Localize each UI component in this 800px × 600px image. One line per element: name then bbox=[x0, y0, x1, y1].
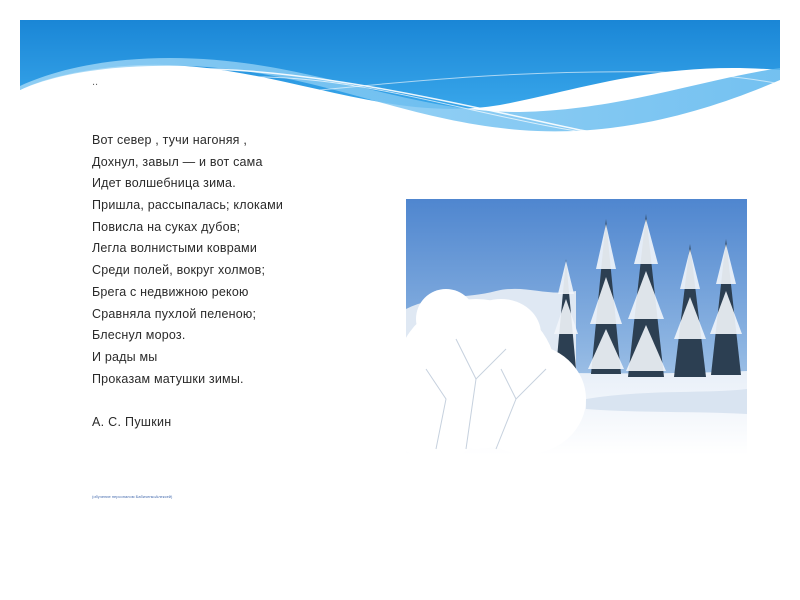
photo-watermark: www.photos.ru bbox=[721, 448, 741, 452]
poem bbox=[92, 130, 392, 390]
slide bbox=[20, 20, 780, 595]
poem-line: Идет волшебница зима. bbox=[92, 176, 236, 191]
poem-line: Брега с недвижною рекою bbox=[92, 284, 249, 299]
poem-line: Сравняла пухлой пеленою; bbox=[92, 306, 257, 321]
footnote-link[interactable]: (обучение персоналом БабиченкоАлексей) bbox=[92, 494, 173, 499]
poem-author: А. С. Пушкин bbox=[92, 415, 172, 429]
poem-line: Легла волнистыми коврами bbox=[92, 241, 258, 256]
poem-line: Среди полей, вокруг холмов; bbox=[92, 263, 266, 278]
winter-scene-image bbox=[406, 199, 747, 455]
poem-line: И рады мы bbox=[92, 349, 158, 364]
poem-line: Вот север , тучи нагоняя , bbox=[92, 133, 247, 147]
poem-line: Дохнул, завыл — и вот сама bbox=[92, 154, 263, 169]
poem-line: Повисла на суках дубов; bbox=[92, 219, 241, 234]
poem-line: Проказам матушки зимы. bbox=[92, 371, 244, 386]
poem-line: Пришла, рассыпалась; клоками bbox=[92, 198, 284, 213]
winter-photo bbox=[406, 199, 747, 455]
dots-marker: .. bbox=[92, 76, 99, 88]
poem-line: Блеснул мороз. bbox=[92, 328, 186, 343]
